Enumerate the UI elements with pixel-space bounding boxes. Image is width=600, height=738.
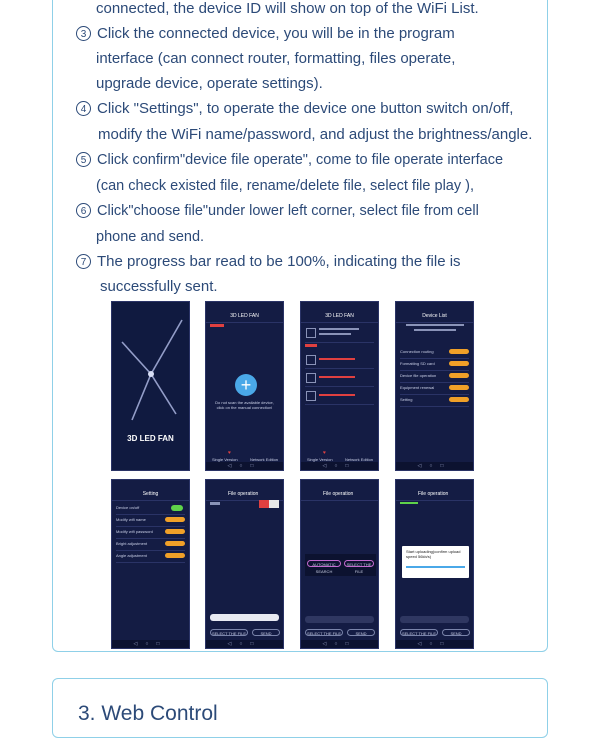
menu-item-label: Connection routing bbox=[400, 349, 434, 354]
upload-dialog bbox=[402, 546, 469, 578]
file-name-field[interactable] bbox=[210, 614, 279, 621]
instruction-line: phone and send. bbox=[96, 229, 205, 245]
menu-item[interactable] bbox=[400, 394, 469, 407]
step-number: 4 bbox=[76, 101, 91, 116]
step-number: 5 bbox=[76, 152, 91, 167]
device-row[interactable] bbox=[305, 352, 374, 369]
screenshot-device-menu bbox=[395, 301, 474, 471]
instruction-line: successfully sent. bbox=[100, 278, 218, 295]
heart-icon: ♥ bbox=[228, 450, 231, 456]
android-nav-bar: ◁○□ bbox=[301, 640, 378, 648]
app-logo-text: 3D LED FAN bbox=[127, 434, 174, 443]
status-bar bbox=[112, 480, 189, 488]
automatic-search-button[interactable]: AUTOMATIC SEARCH bbox=[307, 560, 341, 567]
status-bar bbox=[206, 480, 283, 488]
progress-track bbox=[406, 566, 465, 568]
progress-fill bbox=[406, 566, 465, 568]
step-number: 7 bbox=[76, 254, 91, 269]
power-toggle[interactable] bbox=[171, 505, 183, 511]
setting-label: Modify wifi name bbox=[116, 517, 146, 522]
select-file-dialog-button[interactable]: SELECT THE FILE bbox=[344, 560, 374, 567]
instruction-line: connected, the device ID will show on top of the WiFi List. bbox=[96, 0, 479, 17]
screen-title: Device List bbox=[396, 310, 473, 323]
confirm-button[interactable] bbox=[165, 529, 185, 534]
setting-label: Device on/off bbox=[116, 505, 140, 510]
confirm-button[interactable] bbox=[449, 361, 469, 366]
tab-network-edition[interactable]: Network Edition bbox=[250, 457, 279, 462]
step-number: 3 bbox=[76, 26, 91, 41]
device-ssid-line bbox=[319, 376, 355, 378]
upload-message: Start uploading(confirm upload speed 56kb/s) bbox=[406, 549, 461, 559]
step-4 bbox=[76, 99, 513, 119]
instruction-line: Click"choose file"under lower left corner, select file from cell bbox=[97, 203, 479, 219]
send-button[interactable]: SEND bbox=[252, 629, 280, 636]
device-ssid-line bbox=[319, 394, 355, 396]
step-6 bbox=[76, 201, 479, 221]
instruction-line: Click confirm"device file operate", come to file operate interface bbox=[97, 152, 504, 168]
confirm-button[interactable] bbox=[449, 349, 469, 354]
screen-title: 3D LED FAN bbox=[206, 310, 283, 323]
android-nav-bar: ◁○□ bbox=[396, 640, 473, 648]
android-nav-bar: ◁○□ bbox=[206, 462, 283, 470]
android-nav-bar: ◁○□ bbox=[206, 640, 283, 648]
confirm-button[interactable] bbox=[449, 373, 469, 378]
menu-item-label: Formatting SD card bbox=[400, 361, 435, 366]
device-row[interactable] bbox=[305, 324, 374, 343]
wifi-label bbox=[305, 344, 317, 347]
status-bar bbox=[301, 302, 378, 310]
tab-network-edition[interactable]: Network Edition bbox=[345, 457, 374, 462]
menu-item-label: Device file operation bbox=[400, 373, 437, 378]
screen-title: File operation bbox=[396, 488, 473, 501]
android-nav-bar: ◁○□ bbox=[112, 640, 189, 648]
status-bar bbox=[301, 480, 378, 488]
device-row[interactable] bbox=[305, 388, 374, 405]
confirm-button[interactable] bbox=[165, 541, 185, 546]
menu-item-label: Setting bbox=[400, 397, 413, 402]
heart-icon: ♥ bbox=[323, 450, 326, 456]
tab-single-version[interactable]: Single Version bbox=[307, 457, 333, 462]
send-button[interactable]: SEND bbox=[442, 629, 470, 636]
instruction-line: The progress bar read to be 100%, indicating the file is bbox=[97, 253, 461, 270]
device-id-line bbox=[414, 329, 456, 331]
send-button[interactable]: SEND bbox=[347, 629, 375, 636]
step-5 bbox=[76, 150, 503, 170]
instruction-line: Click "Settings", to operate the device one button switch on/off, bbox=[97, 100, 514, 117]
screenshot-upload-progress bbox=[395, 479, 474, 649]
device-id-line bbox=[319, 328, 359, 330]
setting-row[interactable] bbox=[116, 550, 185, 563]
screen-title: File operation bbox=[206, 488, 283, 501]
status-bar bbox=[396, 302, 473, 310]
screenshot-device-scan bbox=[300, 301, 379, 471]
instruction-line: upgrade device, operate settings). bbox=[96, 75, 323, 92]
confirm-button[interactable] bbox=[449, 385, 469, 390]
device-icon bbox=[306, 328, 316, 338]
screen-title: 3D LED FAN bbox=[301, 310, 378, 323]
device-icon bbox=[306, 373, 316, 383]
screenshot-settings bbox=[111, 479, 190, 649]
screenshot-file-select-dialog bbox=[300, 479, 379, 649]
setting-label: Bright adjustment bbox=[116, 541, 148, 546]
instruction-line: modify the WiFi name/password, and adjust the brightness/angle. bbox=[98, 126, 533, 143]
instruction-line: (can check existed file, rename/delete file, select file play ), bbox=[96, 178, 474, 194]
instruction-line: Click the connected device, you will be in the program bbox=[97, 25, 455, 42]
android-nav-bar: ◁○□ bbox=[301, 462, 378, 470]
add-device-icon[interactable]: + bbox=[235, 374, 257, 396]
select-file-button[interactable]: SELECT THE FILE bbox=[401, 631, 437, 636]
setting-label: Modify wifi password bbox=[116, 529, 153, 534]
wifi-label bbox=[210, 324, 224, 327]
android-nav-bar: ◁○□ bbox=[396, 462, 473, 470]
select-file-button[interactable]: SELECT THE FILE bbox=[211, 631, 247, 636]
confirm-button[interactable] bbox=[165, 553, 185, 558]
hint-text: Do not scan the available device, click on the manual connection! bbox=[215, 400, 274, 410]
step-3 bbox=[76, 24, 455, 44]
select-file-button[interactable]: SELECT THE FILE bbox=[306, 631, 342, 636]
confirm-button[interactable] bbox=[449, 397, 469, 402]
device-ssid-line bbox=[319, 358, 355, 360]
file-item bbox=[400, 502, 418, 504]
file-name-field[interactable] bbox=[305, 616, 374, 623]
device-id-line bbox=[406, 324, 464, 326]
rename-button[interactable] bbox=[269, 500, 279, 508]
file-item[interactable] bbox=[210, 502, 220, 505]
device-icon bbox=[306, 355, 316, 365]
status-bar bbox=[206, 302, 283, 310]
screenshot-manual-connection bbox=[205, 301, 284, 471]
screen-title: File operation bbox=[301, 488, 378, 501]
fan-blades-icon bbox=[112, 302, 190, 471]
delete-button[interactable] bbox=[259, 500, 269, 508]
tab-single-version[interactable]: Single Version bbox=[212, 457, 238, 462]
screenshot-fan-splash bbox=[111, 301, 190, 471]
setting-label: Angle adjustment bbox=[116, 553, 147, 558]
confirm-button[interactable] bbox=[165, 517, 185, 522]
instruction-line: interface (can connect router, formatting, files operate, bbox=[96, 50, 456, 67]
screenshot-file-operation bbox=[205, 479, 284, 649]
section-title: 3. Web Control bbox=[78, 702, 218, 725]
device-icon bbox=[306, 391, 316, 401]
step-number: 6 bbox=[76, 203, 91, 218]
device-row[interactable] bbox=[305, 370, 374, 387]
file-name-field[interactable] bbox=[400, 616, 469, 623]
menu-item-label: Equipment renewal bbox=[400, 385, 435, 390]
step-7 bbox=[76, 252, 461, 272]
status-bar bbox=[396, 480, 473, 488]
screen-title: Setting bbox=[112, 488, 189, 501]
device-id-line bbox=[319, 333, 351, 335]
